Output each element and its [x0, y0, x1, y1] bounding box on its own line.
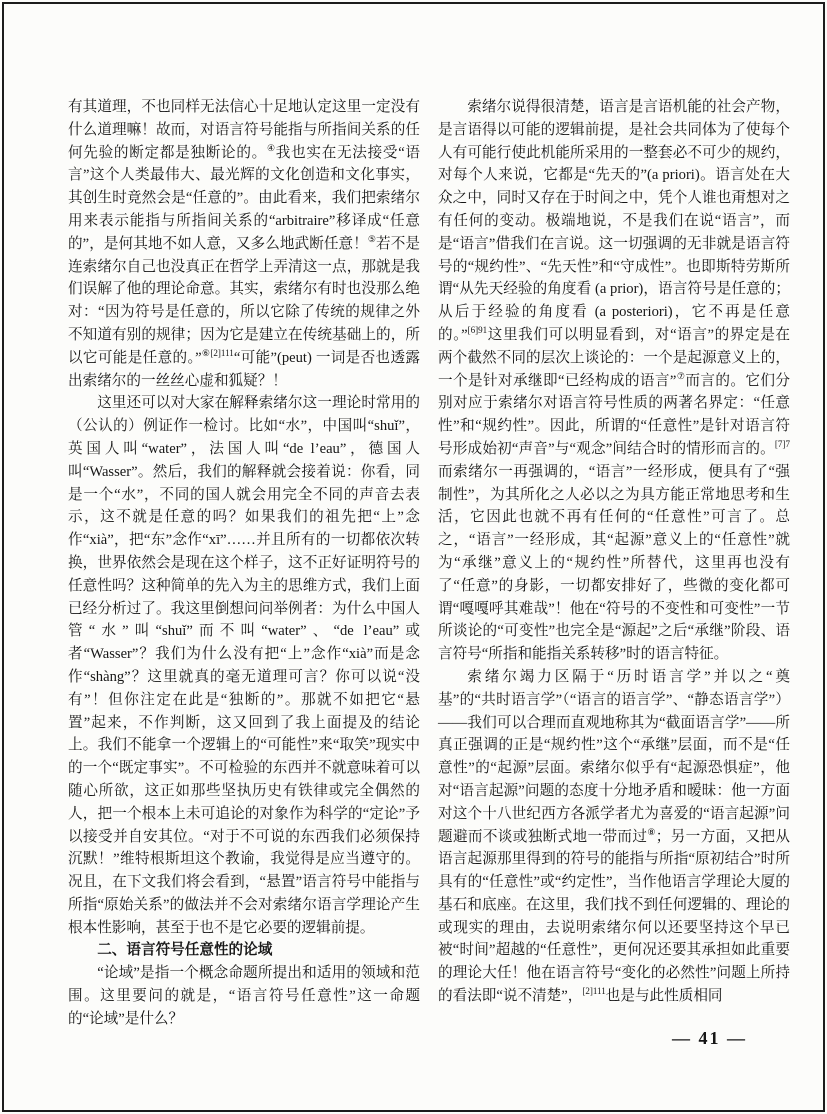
- footnote-marker: ④: [266, 142, 276, 153]
- left-column: [68, 96, 420, 1031]
- footnote-marker: ⑤: [367, 233, 377, 244]
- footnote-marker: [2]111: [582, 986, 606, 997]
- text-run: 而索绪尔一再强调的，“语言”一经形成，便具有了“强制性”，为其所化之人必以之为具方能正常地思考和生活，它因此也就不再有任何的“任意性”可言了。总之，“语言”一经形成，其“起源”意义上的“任意性”就为“承继”意义上的“规约性”所替代，这里再也没有了“任意”的身影，一切都安排好了，些微的变化都可谓“嘎嘎呼其难哉”！他在“符号的不变性和可变性”一节所谈论的“可变性”也完全是“源起”之后“承继”阶段、语言符号“所指和能指关系转移”时的语言特征。: [438, 463, 790, 663]
- section-heading: [68, 939, 420, 962]
- right-column: [438, 96, 790, 1031]
- text-run: 也是与此性质相同: [605, 988, 723, 1005]
- text-run: 若不是连索绪尔自己也没真正在哲学上弄清这一点，那就是我们误解了他的理论命意。其实，索绪尔有时也没那么绝对：“因为符号是任意的，所以它除了传统的规律之外不知道有别的规律；因为它是建立在传统基础上的，所以它可能是任意的。”: [68, 235, 420, 366]
- footnote-marker: ⑦: [676, 370, 686, 381]
- text-run: 二、语言符号任意性的论域: [97, 942, 273, 959]
- footnote-marker: [6]91: [467, 325, 488, 336]
- paragraph: [68, 962, 420, 1030]
- text-run: ；另一方面，又把从语言起源那里得到的符号的能指与所指“原初结合”时所具有的“任意性”或“约定性”，当作他语言学理论大厦的基石和底座。在这里，我们找不到任何逻辑的、理论的或现实的理由，去说明索绪尔何以还要坚持这个早已被“时间”超越的“任意性”，更何况还要其承担如此重要的理论大任！他在语言符号“变化的必然性”问题上所持的看法即“说不清楚”，: [438, 828, 790, 1005]
- text-run: “论域”是指一个概念命题所提出和适用的领域和范围。这里要问的就是，“语言符号任意性”这一命题的“论域”是什么？: [68, 965, 420, 1027]
- paragraph: [438, 96, 790, 666]
- text-run: 这里还可以对大家在解释索绪尔这一理论时常用的（公认的）例证作一检讨。比如“水”，中国叫“shuǐ”，英国人叫“water”，法国人叫“de l’eau”，德国人叫“Wasser”。然后，我们的解释就会接着说：你看，同是一个“水”，不同的国人就会用完全不同的声音去表示，这不就是任意的吗？如果我们的祖先把“上”念作“xià”，把“东”念作“xī”……并且所有的一切都依次转换，世界依然会是现在这个样子，这不正好证明符号的任意性吗？这种简单的先入为主的思维方式，我们上面已经分析过了。我这里倒想问问举例者：为什么中国人管“水”叫“shuǐ”而不叫“water”、“de l’eau”或者“Wasser”？我们为什么没有把“上”念作“xià”而是念作“shàng”？这里就真的毫无道理可言？你可以说“没有”！但你注定在此是“独断的”。那就不如把它“悬置”起来，不作判断，这又回到了我上面提及的结论上。我们不能拿一个逻辑上的“可能性”来“取笑”现实中的一个“既定事实”。不可检验的东西并不就意味着可以随心所欲，这正如那些坚执历史有铁律或完全偶然的人，把一个根本上未可追论的对象作为科学的“定论”予以接受并自安其位。“对于不可说的东西我们必须保持沉默！”维特根斯坦这个教谕，我觉得是应当遵守的。况且，在下文我们将会看到，“悬置”语言符号中能指与所指“原始关系”的做法并不会对索绪尔语言学理论产生根本性影响，甚至于也不是它必要的逻辑前提。: [68, 395, 420, 936]
- paragraph: [68, 96, 420, 392]
- footnote-marker: ⑧: [647, 826, 656, 837]
- text-run: 而言的。它们分别对应于索绪尔对语言符号性质的两著名界定：“任意性”和“规约性”。因此，所谓的“任意性”是针对语言符号形成始初“声音”与“观念”间结合时的情形而言的。: [438, 372, 790, 457]
- paragraph: [438, 666, 790, 1008]
- text-run: 索绪尔说得很清楚，语言是言语机能的社会产物，是言语得以可能的逻辑前提，是社会共同体为了使每个人有可能行使此机能所采用的一整套必不可少的规约，对每个人来说，它都是“先天的”(a priori)。语言处在大众之中，同时又存在于时间之中，凭个人谁也甭想对之有任何的变动。极端地说，不是我们在说“语言”，而是“语言”借我们在言说。这一切强调的无非就是语言符号的“规约性”、“先天性”和“守成性”。也即斯特劳斯所谓“从先天经验的角度看 (a prior)，语言符号是任意的；从后于经验的角度看 (a posteriori)，它不再是任意的。”: [438, 99, 790, 343]
- page-number: — 41 —: [672, 1028, 747, 1048]
- text-run: 我也实在无法接受“语言”这个人类最伟大、最光辉的文化创造和文化事实，其创生时竟然会是“任意的”。由此看来，我们把索绪尔用来表示能指与所指间关系的“arbitraire”移译成“任意的”，是何其地不如人意，又多么地武断任意！: [68, 144, 420, 252]
- text-run: “可能”(peut) 一词是否也透露出索绪尔的一丝丝心虚和狐疑？！: [68, 349, 421, 389]
- text-columns: [68, 96, 790, 1031]
- footnote-marker: ⑥[2]111: [201, 347, 234, 358]
- text-run: 索绪尔竭力区隔于“历时语言学”并以之“奠基”的“共时语言学”（“语言的语言学”、“静态语言学”）——我们可以合理而直观地称其为“截面语言学”——所真正强调的正是“规约性”这个“承继”层面，而不是“任意性”的“起源”层面。索绪尔似乎有“起源恐惧症”，他对“语言起源”问题的态度十分地矛盾和暧昧：他一方面对这个十八世纪西方各派学者尤为喜爱的“语言起源”问题避而不谈或独断式地一带而过: [438, 668, 790, 845]
- paragraph: [68, 392, 420, 939]
- footnote-marker: [7]7: [774, 439, 790, 450]
- text-run: 有其道理，不也同样无法信心十足地认定这里一定没有什么道理嘛！故而，对语言符号能指与所指间关系的任何先验的断定都是独断论的。: [68, 99, 420, 161]
- text-run: 这里我们可以明显看到，对“语言”的界定是在两个截然不同的层次上谈论的：一个是起源意义上的，一个是针对承继即“已经构成的语言”: [438, 326, 790, 389]
